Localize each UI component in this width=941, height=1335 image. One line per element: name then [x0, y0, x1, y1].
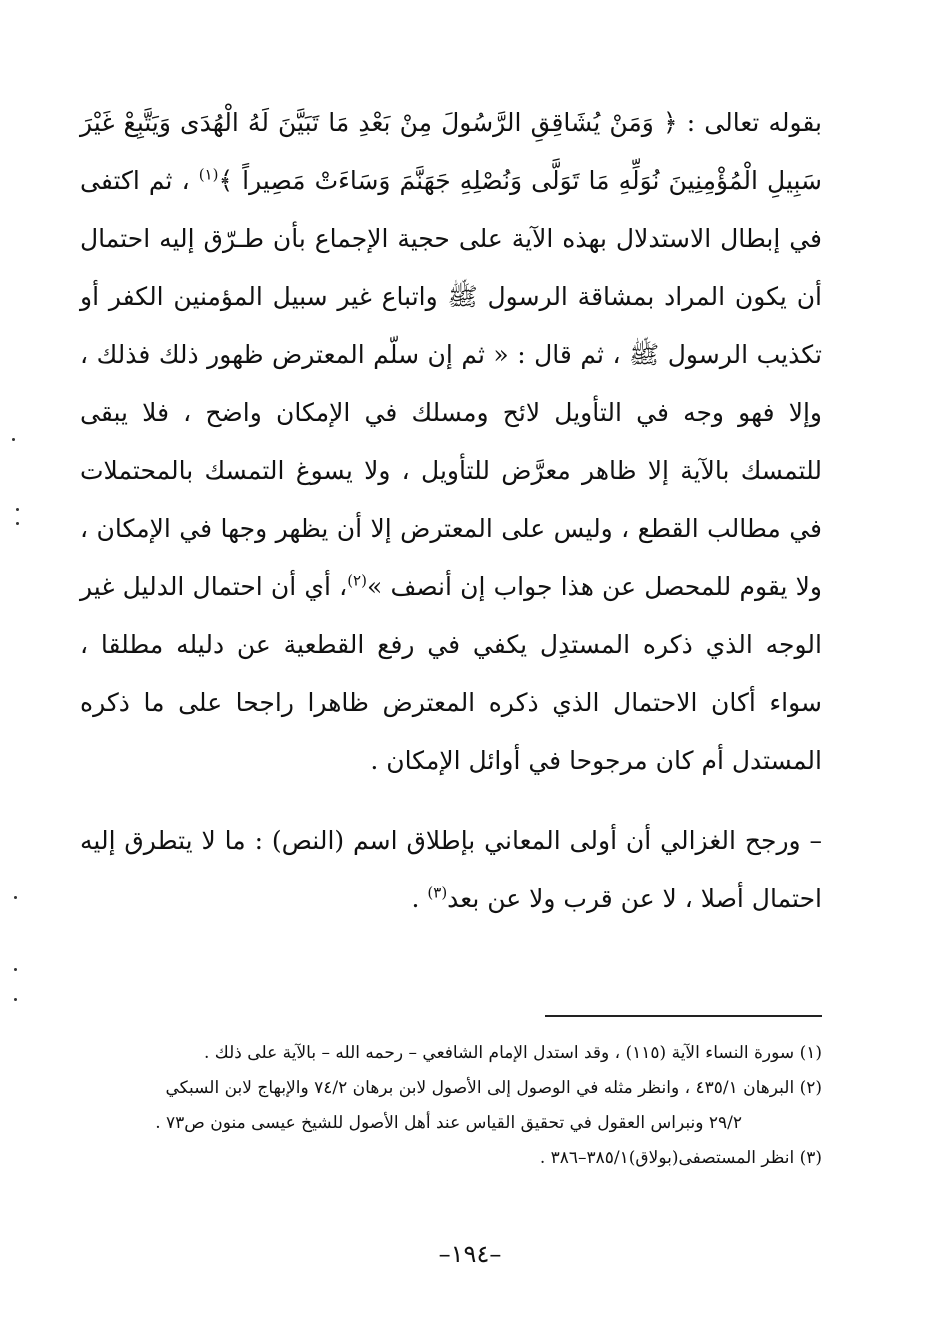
footnote-ref-3[interactable]: (٣) — [427, 883, 448, 902]
footnote-ref-2[interactable]: (٢) — [347, 571, 367, 590]
quran-verse: بقوله تعالى : ﴿ وَمَنْ يُشَاقِقِ الرَّسُولَ مِنْ بَعْدِ مَا تَبَيَّنَ لَهُ الْهُدَى وَيَتَّبِعْ غَيْرَ سَبِيلِ الْمُؤْمِنِينَ نُوَلِّهِ مَا تَوَلَّى وَنُصْلِهِ جَهَنَّمَ وَسَاءَتْ مَصِيراً ﴾ — [80, 108, 822, 195]
scan-speck — [12, 438, 15, 441]
page-number: –١٩٤– — [438, 1240, 502, 1268]
footnote-1: (١) سورة النساء الآية (١١٥) ، وقد استدل الإمام الشافعي – رحمه الله – بالآية على ذلك . — [203, 1043, 822, 1063]
paragraph-text: ، ثم اكتفى في إبطال الاستدلال بهذه الآية على حجية الإجماع بأن طـرّق إليه احتمال أن يكون المراد بمشاقة الرسول ﷺ واتباع غير سبيل المؤمنين الكفر أو تكذيب الرسول ﷺ ، ثم قال : « ثم إن سلّم المعترض ظهور ذلك فذلك ، وإلا فهو وجه في التأويل لائح ومسلك في الإمكان واضح ، فلا يبقى للتمسك بالآية إلا ظاهر معرَّض للتأويل ، ولا يسوغ التمسك بالمحتملات في مطالب القطع ، وليس على المعترض إلا أن يظهر وجها في الإمكان ، ولا يقوم للمحصل عن هذا جواب إن أنصف » — [80, 166, 822, 601]
footnote-3: (٣) انظر المستصفى(بولاق)٣٨٥/١–٣٨٦ . — [539, 1148, 822, 1168]
scan-speck — [14, 998, 17, 1001]
footnote-2-continuation: ٢٩/٢ ونبراس العقول في تحقيق القياس عند أهل الأصول للشيخ عيسى منون ص٧٣ . — [155, 1113, 742, 1133]
paragraph-text: – ورجح الغزالي أن أولى المعاني بإطلاق اسم (النص) : ما لا يتطرق إليه احتمال أصلا ، لا عن قرب ولا عن بعد — [80, 826, 822, 913]
footnotes — [80, 1036, 822, 1176]
paragraph — [80, 94, 822, 790]
footnote-2: (٢) البرهان ٤٣٥/١ ، وانظر مثله في الوصول إلى الأصول لابن برهان ٧٤/٢ والإبهاج لابن السبكي — [165, 1078, 822, 1098]
footnote-divider — [545, 1015, 822, 1017]
scan-speck — [14, 968, 17, 971]
main-text — [80, 94, 822, 928]
scan-speck — [16, 508, 19, 511]
paragraph — [80, 812, 822, 928]
scan-speck — [14, 896, 17, 899]
scan-speck — [16, 522, 19, 525]
footnote-ref-1[interactable]: (١) — [198, 165, 219, 184]
paragraph-text: ، أي أن احتمال الدليل غير الوجه الذي ذكره المستدِل يكفي في رفع القطعية عن دليله مطلقا ، سواء أكان الاحتمال الذي ذكره المعترض ظاهرا راجحا على ما ذكره المستدل أم كان مرجوحا في أوائل الإمكان . — [80, 572, 822, 775]
paragraph-end: . — [411, 884, 428, 913]
